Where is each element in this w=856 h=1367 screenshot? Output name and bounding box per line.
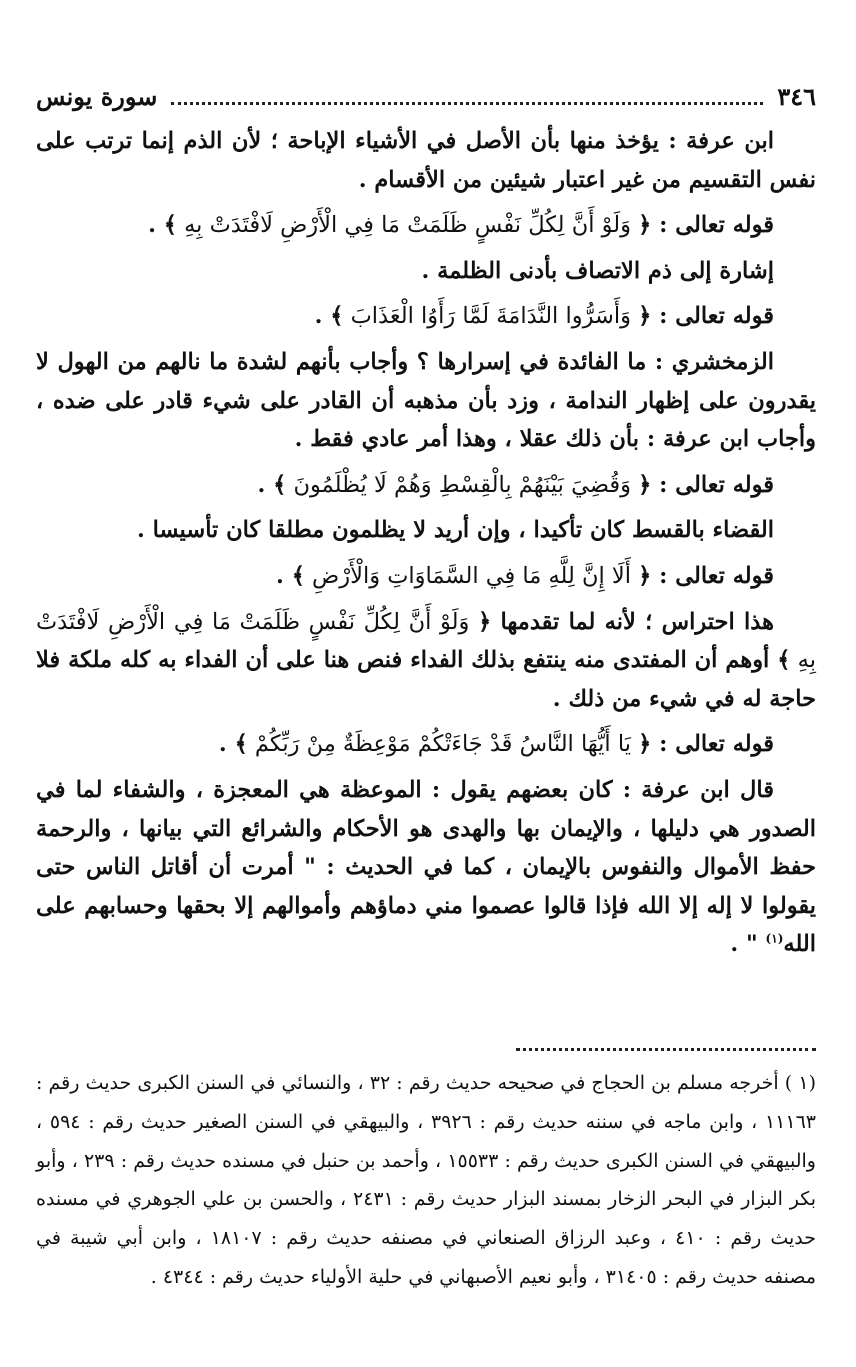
paragraph-text: . (276, 562, 292, 589)
paragraph (36, 297, 816, 336)
paragraph-text: . (218, 731, 235, 758)
surah-title: سورة يونس (36, 81, 158, 111)
ornate-bracket: ﴾ (291, 562, 305, 589)
paragraph (36, 603, 816, 719)
paragraph-text: . (148, 212, 164, 239)
ornate-bracket: ﴿ (478, 608, 492, 635)
ornate-bracket: ﴿ (638, 212, 652, 239)
ornate-bracket: ﴾ (330, 303, 344, 330)
footnotes (36, 1064, 816, 1297)
footnote-marker: (١) (765, 931, 784, 946)
ornate-bracket: ﴿ (638, 562, 652, 589)
paragraph-text: " . (730, 931, 766, 958)
paragraph (36, 466, 816, 505)
paragraph-text: هذا احتراس ؛ لأنه لما تقدمها (491, 608, 774, 635)
ornate-bracket: ﴿ (638, 731, 652, 758)
paragraph (36, 557, 816, 596)
paragraph (36, 206, 816, 245)
paragraph-text: قوله تعالى : (651, 562, 774, 589)
ornate-bracket: ﴿ (638, 471, 652, 498)
ornate-bracket: ﴾ (273, 471, 287, 498)
paragraph-text: أوهم أن المفتدى منه ينتفع بذلك الفداء فنص هنا على أن الفداء به كله ملكة فلا حاجة له في شيء من ذلك . (36, 647, 816, 712)
page-number: ٣٤٦ (777, 81, 816, 111)
paragraph (36, 252, 816, 291)
paragraph (36, 771, 816, 964)
paragraph-text: القضاء بالقسط كان تأكيدا ، وإن أريد لا يظلمون مطلقا كان تأسيسا . (136, 517, 774, 544)
paragraph (36, 122, 816, 199)
paragraph-text: ابن عرفة : يؤخذ منها بأن الأصل في الأشياء الإباحة ؛ لأن الذم إنما ترتب على نفس التقسيم من غير اعتبار شيئين من الأقسام . (36, 128, 816, 193)
ornate-bracket: ﴾ (163, 212, 177, 239)
running-header (36, 76, 816, 116)
paragraph-text: قوله تعالى : (651, 471, 774, 498)
paragraph (36, 725, 816, 764)
footnote: (١ ) أخرجه مسلم بن الحجاج في صحيحه حديث رقم : ٣٢ ، والنسائي في السنن الكبرى حديث رقم : ١١١٦٣ ، وابن ماجه في سننه حديث رقم : ٣٩٢٦ ، والبيهقي في السنن الصغير حديث رقم : ٥٩٤ ، والبيهقي في السنن الكبرى حديث رقم : ١٥٥٣٣ ، وأحمد بن حنبل في مسنده حديث رقم : ٢٣٩ ، وأبو بكر البزار في البحر الزخار بمسند البزار حديث رقم : ٢٤٣١ ، والحسن بن علي الجوهري في مسنده حديث رقم : ٤١٠ ، وعبد الرزاق الصنعاني في مصنفه حديث رقم : ١٨١٠٧ ، وابن أبي شيبة في مصنفه حديث رقم : ٣١٤٠٥ ، وأبو نعيم الأصبهاني في حلية الأولياء حديث رقم : ٤٣٤٤ . (36, 1072, 817, 1288)
ornate-bracket: ﴾ (777, 647, 791, 674)
quran-verse: يَا أَيُّهَا النَّاسُ قَدْ جَاءَتْكُمْ مَوْعِظَةٌ مِنْ رَبِّكُمْ (247, 731, 639, 758)
header-dotted-leader (171, 88, 763, 105)
quran-verse: وَأَسَرُّوا النَّدَامَةَ لَمَّا رَأَوُا الْعَذَابَ (343, 303, 639, 330)
quran-verse: أَلَا إِنَّ لِلَّهِ مَا فِي السَّمَاوَاتِ وَالْأَرْضِ (304, 562, 639, 589)
footnote-separator (516, 1048, 816, 1051)
ornate-bracket: ﴿ (638, 303, 652, 330)
quran-verse: وَقُضِيَ بَيْنَهُمْ بِالْقِسْطِ وَهُمْ لَا يُظْلَمُونَ (286, 471, 639, 498)
quran-verse: وَلَوْ أَنَّ لِكُلِّ نَفْسٍ ظَلَمَتْ مَا فِي الْأَرْضِ لَافْتَدَتْ بِهِ (176, 212, 639, 239)
paragraph-text: قوله تعالى : (651, 303, 774, 330)
paragraph-text: . (314, 303, 331, 330)
main-text (36, 122, 816, 971)
paragraph-text: إشارة إلى ذم الاتصاف بأدنى الظلمة . (421, 257, 774, 284)
paragraph-text: قوله تعالى : (651, 731, 774, 758)
ornate-bracket: ﴾ (234, 731, 248, 758)
paragraph-text: الزمخشري : ما الفائدة في إسرارها ؟ وأجاب بأنهم لشدة ما نالهم من الهول لا يقدرون على إظهار الندامة ، وزد بأن مذهبه أن القادر على شيء قادر على ضده ، وأجاب ابن عرفة : بأن ذلك عقلا ، وهذا أمر عادي فقط . (36, 348, 816, 453)
quran-verse: وَلَوْ أَنَّ لِكُلِّ نَفْسٍ ظَلَمَتْ مَا فِي الْأَرْضِ لَافْتَدَتْ بِهِ (36, 608, 817, 674)
paragraph-text: قال ابن عرفة : كان بعضهم يقول : الموعظة هي المعجزة ، والشفاء لما في الصدور هي دليلها ، والإيمان بها والهدى هو الأحكام والشرائع التي بيانها ، والرحمة حفظ الأموال والنفوس بالإيمان ، كما في الحديث : " أمرت أن أقاتل الناس حتى يقولوا لا إله إلا الله فإذا قالوا عصموا مني دماؤهم وأموالهم إلا بحقها وحسابهم على الله (36, 776, 816, 958)
paragraph (36, 511, 816, 550)
paragraph (36, 343, 816, 459)
paragraph-text: . (257, 471, 274, 498)
paragraph-text: قوله تعالى : (651, 212, 774, 239)
